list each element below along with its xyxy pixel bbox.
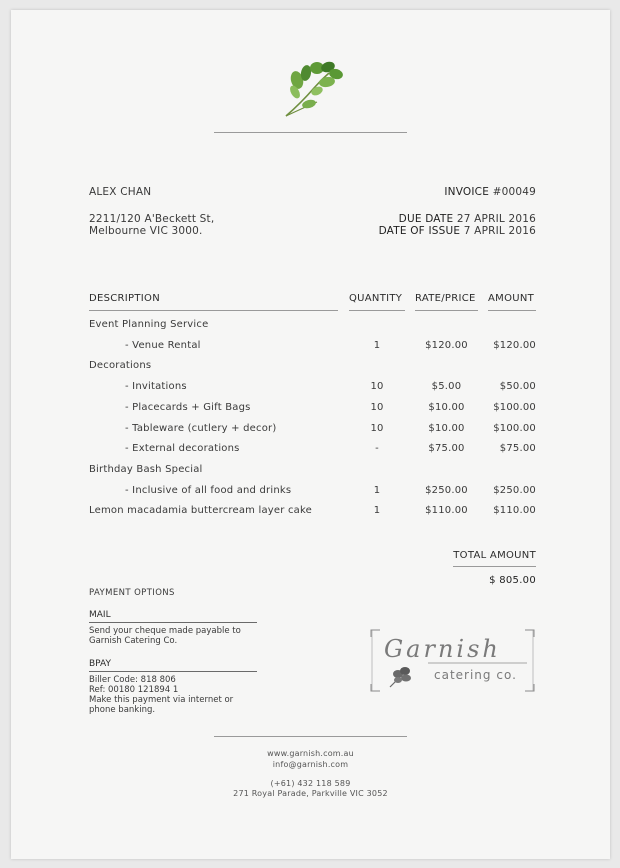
table-row — [11, 505, 610, 519]
col-header-description: DESCRIPTION — [89, 293, 160, 304]
item-description: - Invitations — [125, 381, 187, 393]
invoice-sheet — [11, 10, 610, 859]
client-address-line2: Melbourne VIC 3000. — [89, 225, 203, 237]
footer-address: 271 Royal Parade, Parkville VIC 3052 — [233, 789, 388, 798]
bpay-instructions — [89, 675, 233, 715]
mail-line2: Garnish Catering Co. — [89, 636, 178, 646]
item-description: - Tableware (cutlery + decor) — [125, 422, 277, 434]
invoice-number: #00049 — [492, 186, 536, 198]
bpay-line3: Make this payment via internet or — [89, 695, 234, 705]
item-rate: $10.00 — [428, 401, 465, 413]
client-address-line1: 2211/120 A'Beckett St, — [89, 213, 215, 225]
item-amount: $120.00 — [493, 339, 536, 351]
item-rate: $250.00 — [425, 484, 468, 496]
issue-date-value: 7 APRIL 2016 — [463, 225, 536, 237]
item-description: Decorations — [89, 360, 152, 372]
item-amount: $50.00 — [499, 381, 536, 393]
description-header-rule — [89, 310, 338, 311]
due-date-value: 27 APRIL 2016 — [456, 213, 536, 225]
item-amount: $100.00 — [493, 422, 536, 434]
col-header-amount: AMOUNT — [488, 293, 535, 304]
rate-header-rule — [415, 310, 478, 311]
mail-line1: Send your cheque made payable to — [89, 626, 241, 636]
client-name: ALEX CHAN — [89, 186, 152, 198]
footer-website[interactable]: www.garnish.com.au — [267, 749, 354, 758]
due-date-line — [399, 213, 536, 225]
table-row — [11, 443, 610, 457]
table-row — [11, 319, 610, 333]
footer-divider — [214, 736, 407, 737]
footer-phone: (+61) 432 118 589 — [270, 779, 351, 788]
invoice-number-line — [444, 186, 536, 198]
item-rate: $5.00 — [431, 381, 462, 393]
item-rate: $110.00 — [425, 505, 468, 517]
quantity-header-rule — [349, 310, 405, 311]
item-description: Event Planning Service — [89, 319, 209, 330]
bpay-line2: Ref: 00180 121894 1 — [89, 685, 179, 695]
item-rate: $75.00 — [428, 443, 465, 455]
brand-stamp — [370, 629, 535, 692]
brand-script: Garnish — [384, 635, 501, 663]
due-date-label: DUE DATE — [398, 213, 454, 225]
item-quantity: 10 — [370, 401, 384, 413]
header-divider — [214, 132, 407, 133]
footer-email[interactable]: info@garnish.com — [272, 760, 349, 769]
item-quantity: - — [375, 443, 379, 455]
total-value: $ 805.00 — [489, 575, 536, 586]
bpay-line4: phone banking. — [89, 705, 156, 715]
item-amount: $100.00 — [493, 401, 536, 413]
issue-date-label: DATE OF ISSUE — [378, 225, 461, 237]
table-row — [11, 360, 610, 374]
table-row — [11, 464, 610, 478]
mail-label: MAIL — [89, 610, 111, 620]
leaf-sprig-icon — [281, 58, 351, 120]
bpay-line1: Biller Code: 818 806 — [89, 675, 176, 685]
col-header-rate: RATE/PRICE — [415, 293, 476, 304]
total-label: TOTAL AMOUNT — [453, 550, 536, 561]
item-description: - External decorations — [125, 443, 240, 455]
item-amount: $75.00 — [499, 443, 536, 455]
bpay-label: BPAY — [89, 659, 111, 669]
amount-header-rule — [488, 310, 536, 311]
table-row — [11, 402, 610, 416]
item-quantity: 1 — [373, 505, 381, 517]
table-row — [11, 423, 610, 437]
invoice-label: INVOICE — [444, 186, 490, 198]
item-description: Lemon macadamia buttercream layer cake — [89, 505, 312, 517]
table-row — [11, 340, 610, 354]
item-description: - Inclusive of all food and drinks — [125, 484, 292, 496]
item-quantity: 10 — [370, 381, 384, 393]
brand-sub: catering co. — [434, 668, 517, 682]
item-rate: $10.00 — [428, 422, 465, 434]
issue-date-line — [379, 225, 536, 237]
item-quantity: 10 — [370, 422, 384, 434]
table-row — [11, 485, 610, 499]
table-row — [11, 381, 610, 395]
item-rate: $120.00 — [425, 339, 468, 351]
payment-options-title: PAYMENT OPTIONS — [89, 588, 175, 598]
item-description: Birthday Bash Special — [89, 463, 203, 475]
item-quantity: 1 — [373, 339, 381, 351]
total-rule — [453, 566, 536, 567]
mail-rule — [89, 622, 257, 623]
mail-instructions — [89, 626, 241, 646]
item-amount: $110.00 — [493, 505, 536, 517]
item-quantity: 1 — [373, 484, 381, 496]
item-description: - Venue Rental — [125, 339, 201, 351]
bpay-rule — [89, 671, 257, 672]
brand-leaf-icon — [388, 665, 414, 689]
item-amount: $250.00 — [493, 484, 536, 496]
col-header-quantity: QUANTITY — [349, 293, 403, 304]
item-description: - Placecards + Gift Bags — [125, 401, 251, 413]
